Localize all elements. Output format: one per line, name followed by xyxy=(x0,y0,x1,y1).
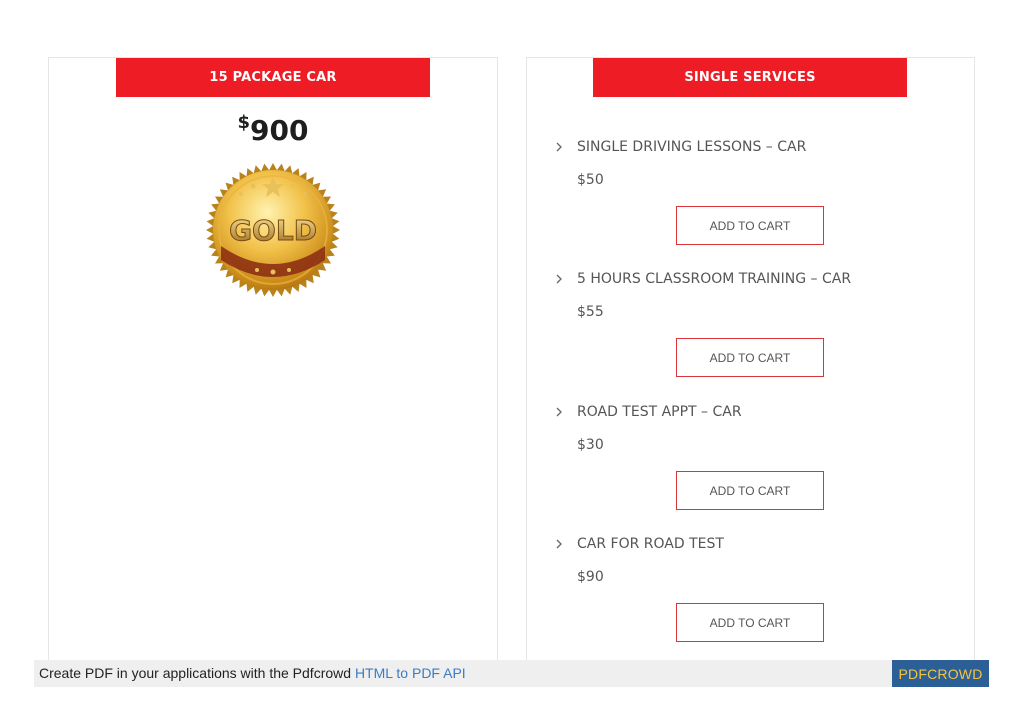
add-to-cart-button[interactable]: ADD TO CART xyxy=(676,471,824,510)
package-card xyxy=(48,57,498,667)
package-banner: 15 PACKAGE CAR xyxy=(116,58,430,97)
footer-message: Create PDF in your applications with the Pdfcrowd xyxy=(39,665,355,681)
footer-text xyxy=(39,665,466,681)
service-price: $55 xyxy=(577,304,604,320)
gold-badge-icon xyxy=(205,162,341,298)
service-title[interactable]: ROAD TEST APPT – CAR xyxy=(577,404,742,420)
add-to-cart-button[interactable]: ADD TO CART xyxy=(676,338,824,377)
footer-link[interactable]: HTML to PDF API xyxy=(354,665,466,681)
single-services-card xyxy=(526,57,975,667)
chevron-right-icon xyxy=(553,141,565,153)
add-to-cart-button[interactable]: ADD TO CART xyxy=(676,603,824,642)
chevron-right-icon xyxy=(553,273,565,285)
price-currency: $ xyxy=(237,112,251,133)
service-title[interactable]: 5 HOURS CLASSROOM TRAINING – CAR xyxy=(577,271,852,287)
package-price xyxy=(49,112,497,147)
badge-text: GOLD xyxy=(229,214,317,247)
service-price: $50 xyxy=(577,172,604,188)
service-title[interactable]: CAR FOR ROAD TEST xyxy=(577,536,724,552)
service-title[interactable]: SINGLE DRIVING LESSONS – CAR xyxy=(577,139,807,155)
services-banner: SINGLE SERVICES xyxy=(593,58,907,97)
pdfcrowd-footer xyxy=(34,660,989,687)
add-to-cart-button[interactable]: ADD TO CART xyxy=(676,206,824,245)
pdfcrowd-brand-button[interactable]: PDFCROWD xyxy=(892,660,989,687)
service-price: $90 xyxy=(577,569,604,585)
service-price: $30 xyxy=(577,437,604,453)
chevron-right-icon xyxy=(553,406,565,418)
chevron-right-icon xyxy=(553,538,565,550)
price-amount: 900 xyxy=(250,114,309,147)
